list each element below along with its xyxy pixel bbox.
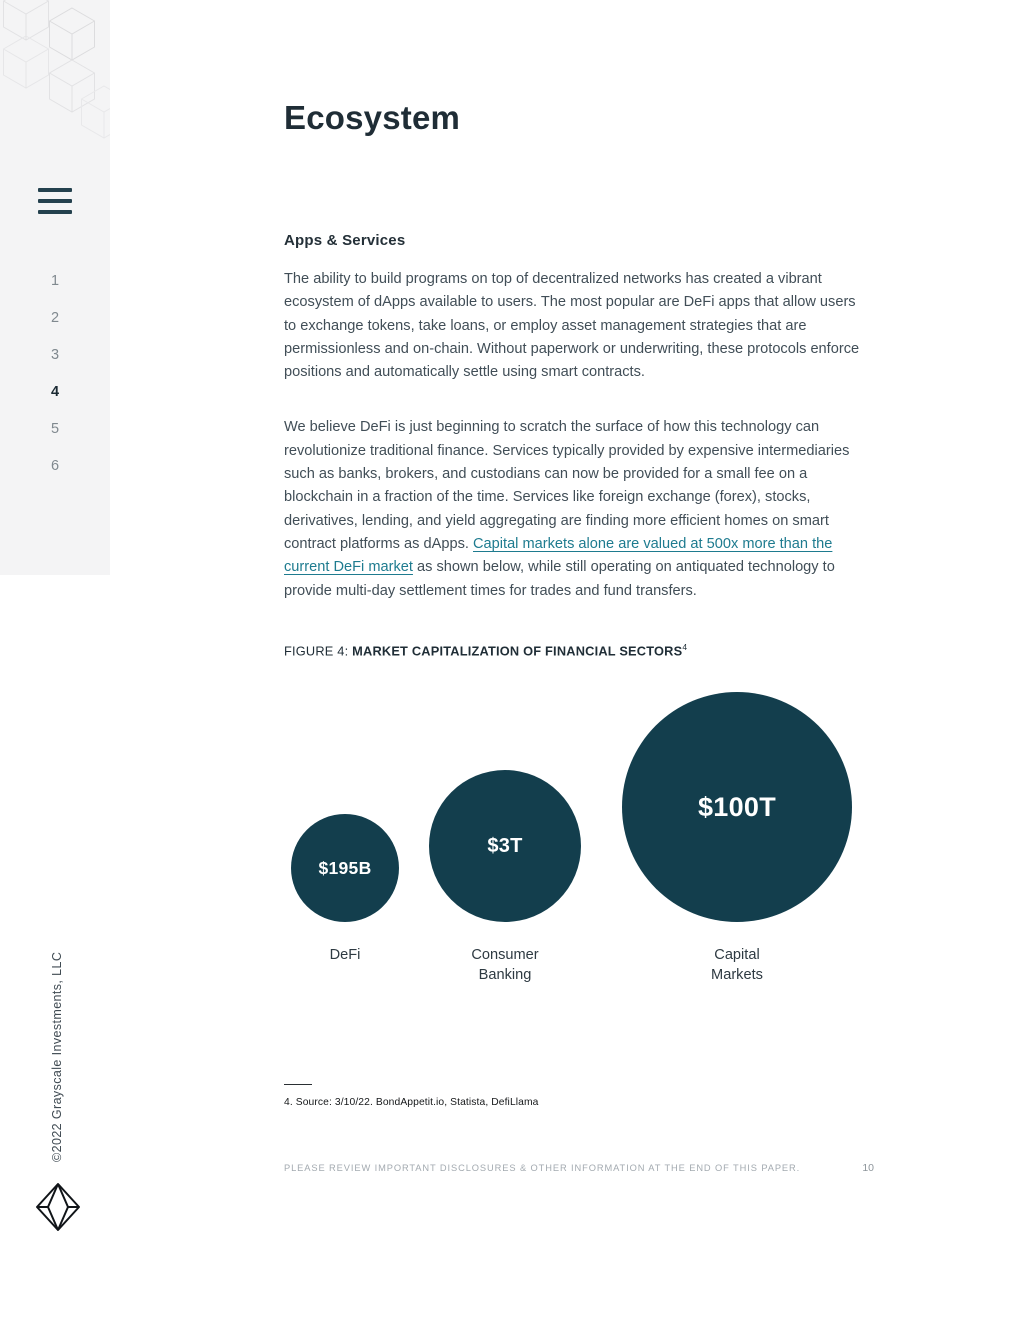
figure-caption [284, 642, 880, 658]
paragraph-2 [284, 416, 862, 602]
sidebar [0, 0, 110, 575]
footnote-text: 4. Source: 3/10/22. BondAppetit.io, Statista, DefiLlama [284, 1097, 539, 1109]
bubble-column-defi [291, 814, 399, 992]
footer-page-number: 10 [862, 1162, 874, 1175]
bubble-value: $100T [697, 791, 777, 822]
footer-disclosure: PLEASE REVIEW IMPORTANT DISCLOSURES & OTHER INFORMATION AT THE END OF THIS PAPER. [284, 1163, 801, 1174]
footnote-divider [284, 1084, 312, 1085]
sidebar-item-2[interactable]: 2 [50, 310, 60, 326]
bubble-label: Capital Markets [711, 947, 763, 983]
menu-icon[interactable] [38, 188, 72, 214]
bubble-label: Consumer Banking [471, 947, 539, 983]
cube-pattern-decoration [0, 0, 110, 155]
bubble-column-capital-markets [622, 692, 852, 992]
bubble-label: DeFi [329, 947, 361, 964]
main-content [284, 0, 880, 1174]
paragraph-2-text: as shown below, while still operating on antiquated technology to provide multi-day settlement times for trades and fund transfers. [284, 559, 835, 599]
sidebar-item-4-active[interactable]: 4 [50, 384, 60, 400]
grayscale-logo-icon [34, 1182, 82, 1237]
menu-bar [38, 210, 72, 214]
section-heading: Apps & Services [284, 232, 406, 249]
paragraph-1: The ability to build programs on top of decentralized networks has created a vibrant ecosystem of dApps available to users. The most popular are DeFi apps that allow users to exchange tokens, take loans, or employ asset management strategies that are permissionless and on-chain. Without paperwork or underwriting, these protocols enforce positions and automatically settle using smart contracts. [284, 271, 860, 381]
sidebar-item-5[interactable]: 5 [50, 421, 60, 437]
menu-bar [38, 188, 72, 192]
bubble-value: $3T [487, 834, 523, 857]
sidebar-item-1[interactable]: 1 [50, 273, 60, 289]
bubble-chart [291, 692, 880, 992]
consumer-banking-bubble [429, 770, 581, 922]
figure-footnote-marker: 4 [682, 641, 688, 652]
defi-bubble [291, 814, 399, 922]
sidebar-item-6[interactable]: 6 [50, 458, 60, 474]
figure-title: MARKET CAPITALIZATION OF FINANCIAL SECTORS [352, 643, 683, 659]
section-nav [0, 263, 110, 485]
paragraph-2-text: We believe DeFi is just beginning to scratch the surface of how this technology can revolutionize traditional finance. Services typically provided by expensive intermediaries such as banks, brokers, and custodians can now be provided for a small fee on a blockchain in a fraction of the time. Services like foreign exchange (forex), stocks, derivatives, lending, and yield aggregating are finding more efficient homes on smart contract platforms as dApps. [284, 419, 850, 552]
figure-label: FIGURE 4: [284, 643, 353, 659]
menu-bar [38, 199, 72, 203]
capital-markets-link[interactable]: Capital markets alone are valued at 500x more than the current DeFi market [284, 535, 833, 576]
page-footer [284, 1162, 874, 1174]
sidebar-item-3[interactable]: 3 [50, 347, 60, 363]
copyright-text: ©2022 Grayscale Investments, LLC [50, 951, 64, 1162]
page-title: Ecosystem [284, 99, 461, 136]
bubble-column-consumer-banking [429, 770, 581, 992]
bubble-value: $195B [318, 857, 372, 878]
capital-markets-bubble [622, 692, 852, 922]
